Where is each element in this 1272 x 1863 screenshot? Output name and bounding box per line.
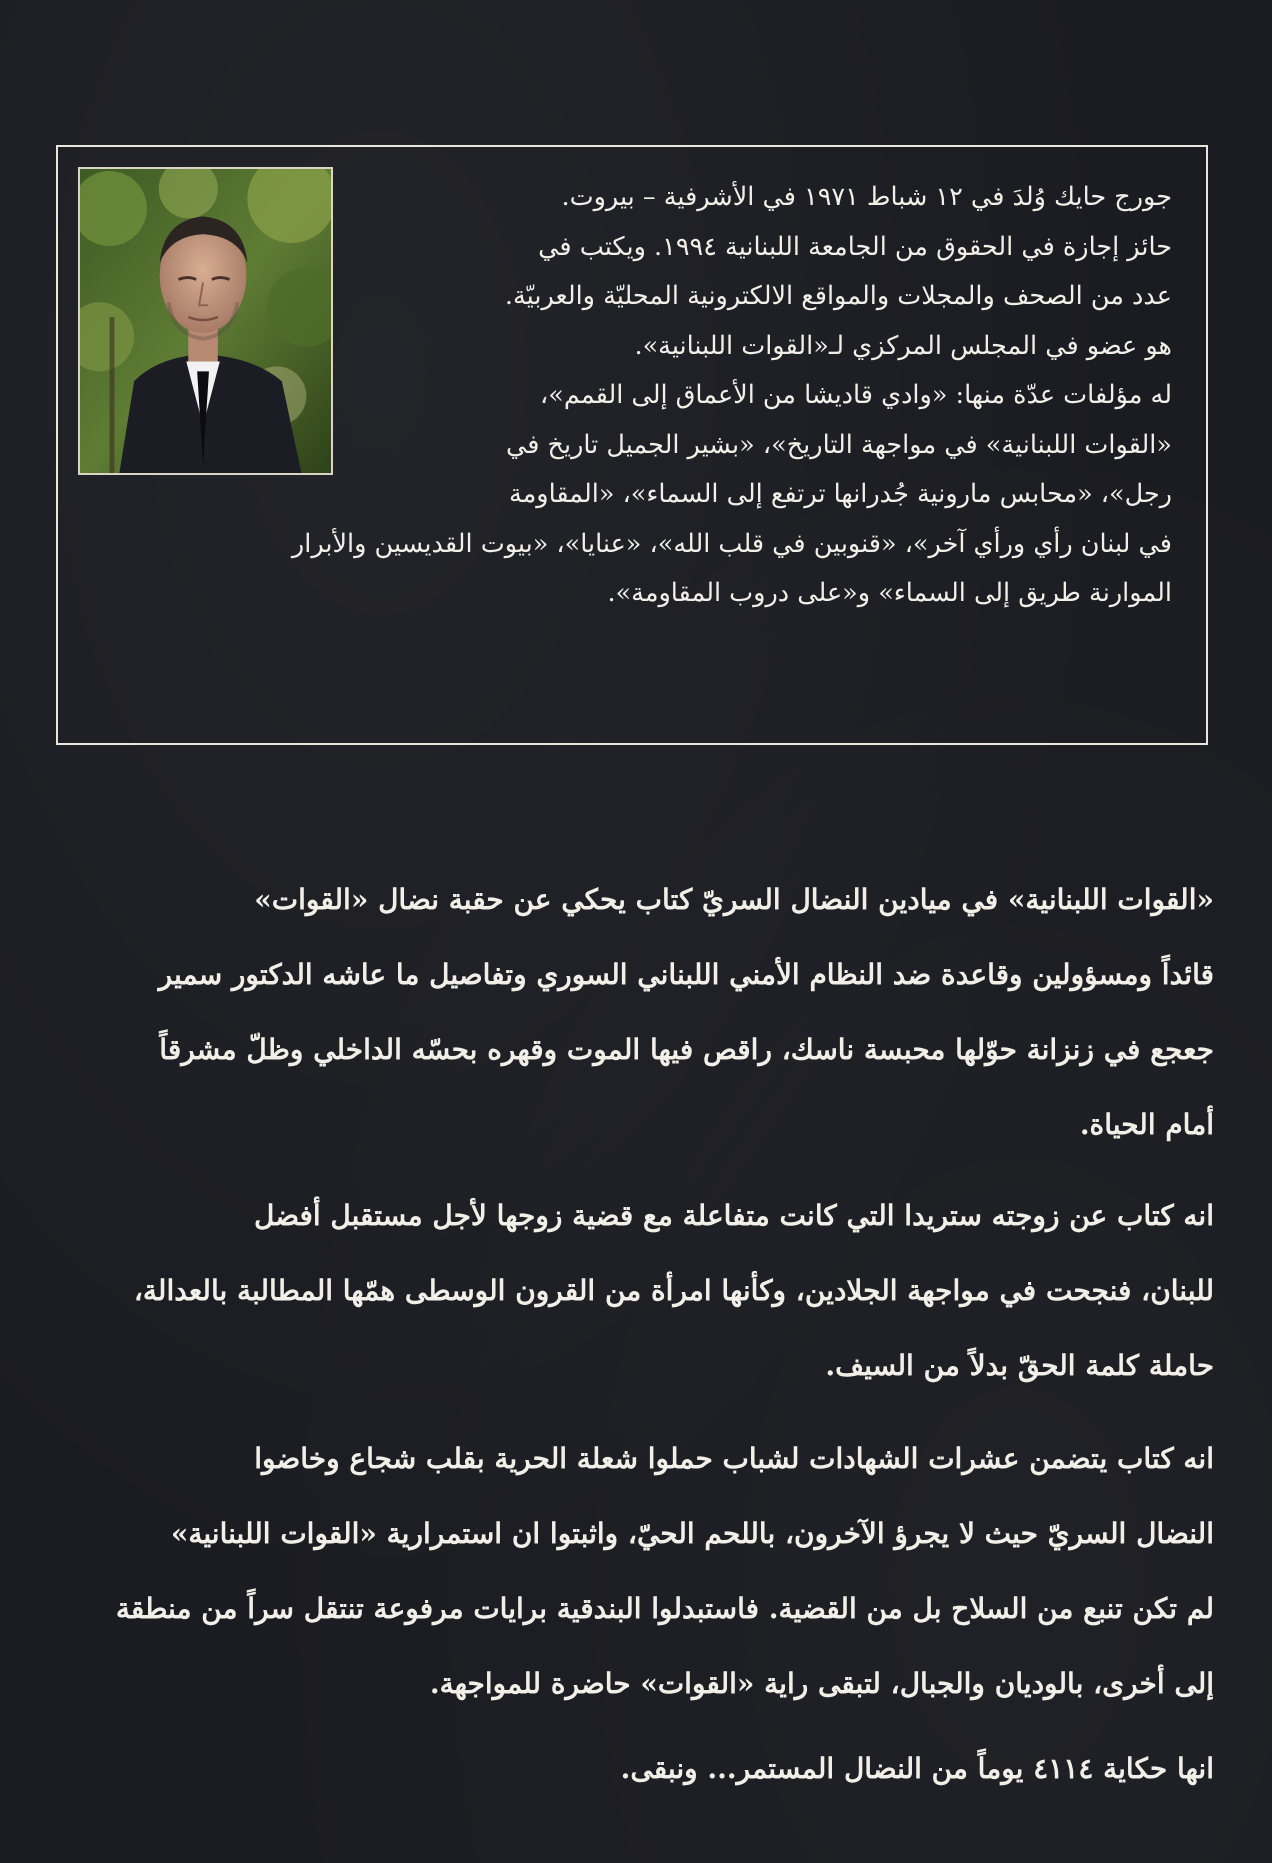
- paragraph-line: «القوات اللبنانية» في ميادين النضال السريّ كتاب يحكي عن حقبة نضال «القوات»: [254, 883, 1214, 916]
- description-paragraph: [58, 862, 1214, 1162]
- bio-line: الموارنة طريق إلى السماء» و«على دروب المقاومة».: [607, 578, 1172, 608]
- description-paragraph: [58, 1178, 1214, 1403]
- paragraph-line: إلى أخرى، بالوديان والجبال، لتبقى راية «القوات» حاضرة للمواجهة.: [429, 1667, 1214, 1700]
- author-bio-box: [56, 145, 1208, 745]
- bio-line: جورج حايك وُلدَ في ١٢ شباط ١٩٧١ في الأشرفية – بيروت.: [561, 182, 1172, 212]
- paragraph-line: انه كتاب عن زوجته ستريدا التي كانت متفاعلة مع قضية زوجها لأجل مستقبل أفضل: [253, 1199, 1214, 1232]
- bio-line: رجل»، «محابس مارونية جُدرانها ترتفع إلى السماء»، «المقاومة: [508, 479, 1172, 509]
- paragraph-line: النضال السريّ حيث لا يجرؤ الآخرون، باللحم الحيّ، واثبتوا ان استمرارية «القوات اللبنانية»: [170, 1517, 1214, 1550]
- author-bio-text: [92, 173, 1172, 619]
- book-description: [58, 862, 1214, 1806]
- bio-line: «القوات اللبنانية» في مواجهة التاريخ»، «بشير الجميل تاريخ في: [505, 429, 1172, 460]
- description-paragraph: [58, 1421, 1214, 1721]
- paragraph-line: للبنان، فنجحت في مواجهة الجلادين، وكأنها امرأة من القرون الوسطى همّها المطالبة بالعدالة،: [133, 1274, 1214, 1307]
- paragraph-line: قائداً ومسؤولين وقاعدة ضد النظام الأمني اللبناني السوري وتفاصيل ما عاشه الدكتور سمير: [158, 958, 1214, 991]
- paragraph-line: انه كتاب يتضمن عشرات الشهادات لشباب حملوا شعلة الحرية بقلب شجاع وخاضوا: [254, 1442, 1214, 1475]
- bio-line: عدد من الصحف والمجلات والمواقع الالكترونية المحليّة والعربيّة.: [504, 281, 1172, 311]
- bio-line: هو عضو في المجلس المركزي لـ«القوات اللبنانية».: [634, 330, 1172, 361]
- bio-line: حائز إجازة في الحقوق من الجامعة اللبنانية ١٩٩٤. ويكتب في: [538, 231, 1172, 262]
- paragraph-line: حاملة كلمة الحقّ بدلاً من السيف.: [825, 1349, 1214, 1382]
- bio-line: في لبنان رأي ورأي آخر»، «قنوبين في قلب الله»، «عنايا»، «بيوت القديسين والأبرار: [291, 528, 1172, 559]
- paragraph-line: لم تكن تنبع من السلاح بل من القضية. فاستبدلوا البندقية برايات مرفوعة تنتقل سراً من منطقة: [115, 1592, 1214, 1625]
- description-paragraph: [58, 1731, 1214, 1806]
- paragraph-line: أمام الحياة.: [1079, 1108, 1214, 1141]
- paragraph-line: انها حكاية ٤١١٤ يوماً من النضال المستمر... ونبقى.: [620, 1752, 1214, 1785]
- paragraph-line: جعجع في زنزانة حوّلها محبسة ناسك، راقص فيها الموت وقهره بحسّه الداخلي وظلّ مشرقاً: [159, 1033, 1214, 1066]
- bio-line: له مؤلفات عدّة منها: «وادي قاديشا من الأعماق إلى القمم»،: [540, 380, 1172, 410]
